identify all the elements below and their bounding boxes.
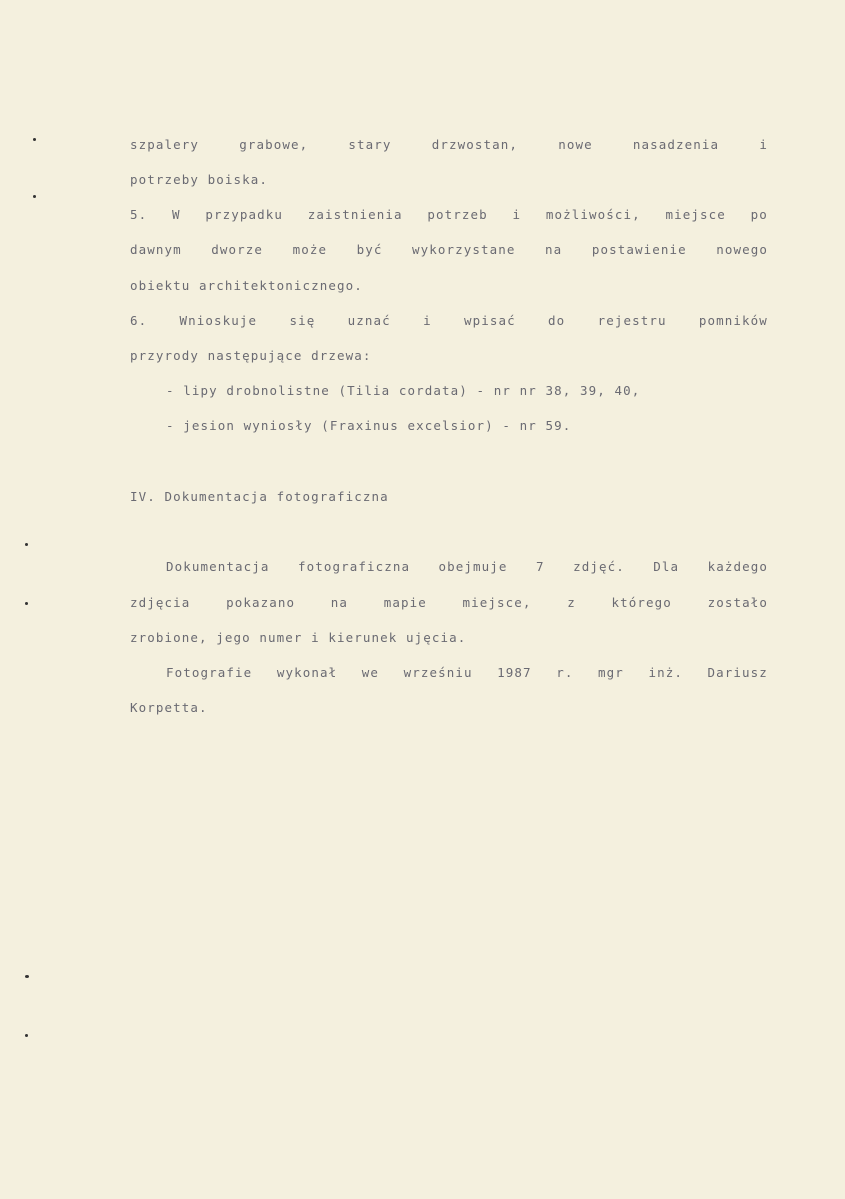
word: zostało [707,595,768,610]
word: zdjęć. [573,559,625,574]
word: na [330,595,349,610]
scan-speck [33,138,36,141]
word: postawienie [591,242,687,257]
word: Wnioskuje [179,313,258,328]
word: wrześniu [403,665,473,680]
word: wykorzystane [412,242,516,257]
word: zdjęcia [130,595,191,610]
word: miejsce, [462,595,532,610]
word: mgr [598,665,624,680]
word: po [750,207,768,222]
word: przypadku [205,207,284,222]
text-line [130,207,768,222]
word: grabowe, [239,137,309,152]
word: się [289,313,316,328]
word: na [545,242,563,257]
section-heading: IV. Dokumentacja fotograficzna [130,489,389,504]
word: Fotografie [166,665,253,680]
word: 5. [130,207,148,222]
word: 6. [130,313,148,328]
word: potrzeb [427,207,488,222]
word: zaistnienia [307,207,403,222]
word: stary [348,137,392,152]
word: uznać [347,313,391,328]
word: każdego [707,559,768,574]
word: nowego [716,242,768,257]
word: może [292,242,328,257]
text-line [166,559,768,574]
word: fotograficzna [297,559,411,574]
text-line [130,137,768,152]
word: do [548,313,566,328]
text-line: przyrody następujące drzewa: [130,348,372,363]
text-line: Korpetta. [130,700,208,715]
text-line: obiektu architektonicznego. [130,278,363,293]
scan-speck [25,543,28,546]
word: Dokumentacja [166,559,270,574]
word: i [512,207,522,222]
word: obejmuje [438,559,508,574]
word: drzwostan, [431,137,518,152]
word: wpisać [463,313,516,328]
scan-speck [25,975,29,978]
list-item: - lipy drobnolistne (Tilia cordata) - nr nr 38, 39, 40, [166,383,641,398]
word: W [172,207,181,222]
word: Dariusz [707,665,768,680]
word: którego [611,595,672,610]
word: dawnym [130,242,182,257]
word: nasadzenia [632,137,720,152]
text-line [130,595,768,610]
word: dworze [211,242,264,257]
word: inż. [648,665,683,680]
word: możliwości, [545,207,641,222]
word: szpalery [130,137,200,152]
text-line: potrzeby boiska. [130,172,269,187]
text-line [130,242,768,257]
word: i [423,313,432,328]
list-item: - jesion wyniosły (Fraxinus excelsior) - nr 59. [166,418,572,433]
word: z [567,595,576,610]
word: pomników [698,313,768,328]
word: 7 [535,559,545,574]
word: pokazano [226,595,296,610]
text-line [166,665,768,680]
scan-speck [25,1034,28,1037]
word: rejestru [597,313,667,328]
text-line: zrobione, jego numer i kierunek ujęcia. [130,630,467,645]
word: i [759,137,768,152]
word: Dla [653,559,680,574]
scan-speck [25,602,28,605]
word: mapie [383,595,427,610]
word: 1987 [497,665,532,680]
scan-speck [33,195,36,198]
word: być [356,242,383,257]
word: we [361,665,380,680]
text-line [130,313,768,328]
word: miejsce [665,207,726,222]
word: wykonał [276,665,338,680]
word: r. [556,665,574,680]
word: nowe [558,137,593,152]
